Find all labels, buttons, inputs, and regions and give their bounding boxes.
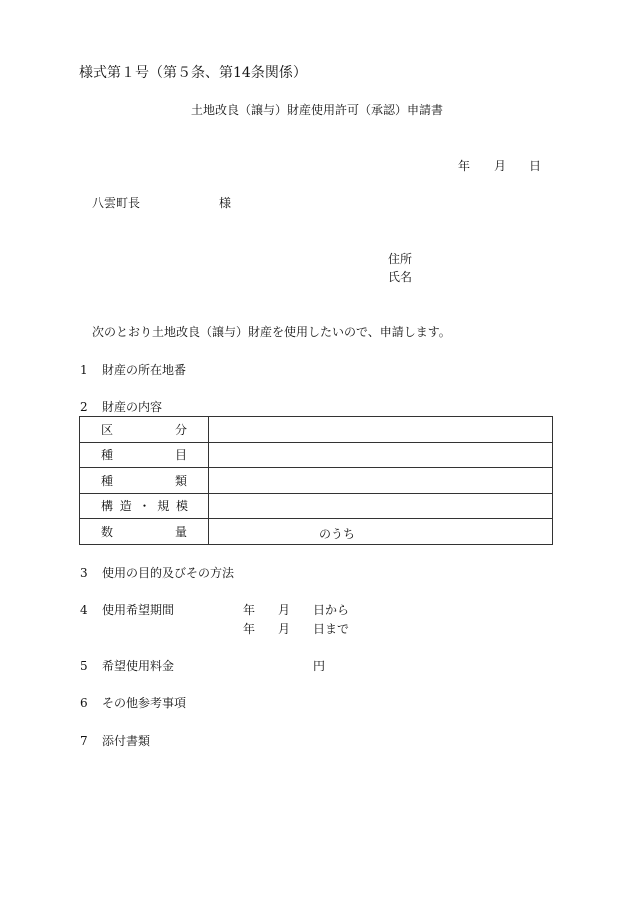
applicant-name-label: 氏名 xyxy=(388,270,413,284)
form-number: 様式第１号（第５条、第14条関係） xyxy=(79,65,307,81)
item-number: 5 xyxy=(80,659,88,673)
property-row-value[interactable] xyxy=(209,519,553,545)
property-table xyxy=(79,416,553,545)
item-number: 1 xyxy=(80,363,88,377)
item-label: その他参考事項 xyxy=(102,696,187,710)
item-label: 使用希望期間 xyxy=(102,603,175,617)
period-from-month: 月 xyxy=(278,603,291,617)
period-from-day: 日から xyxy=(313,603,350,617)
item-purpose xyxy=(80,567,234,579)
period-to-month: 月 xyxy=(278,622,291,636)
period-from-year: 年 xyxy=(243,603,256,617)
date-month-label: 月 xyxy=(494,159,507,173)
property-row-value[interactable] xyxy=(209,442,553,468)
item-number: 3 xyxy=(80,566,88,580)
item-label: 使用の目的及びその方法 xyxy=(102,566,235,580)
property-row-label-char: 規 xyxy=(157,499,170,514)
item-number: 7 xyxy=(80,734,88,748)
property-row-label-char: 種 xyxy=(101,448,114,463)
item-number: 6 xyxy=(80,696,88,710)
property-row-label-char: 分 xyxy=(174,422,187,437)
property-row-label-char: 目 xyxy=(174,448,187,463)
item-location xyxy=(80,364,186,376)
property-row-label xyxy=(80,519,209,545)
property-row-label xyxy=(80,442,209,468)
form-title: 土地改良（譲与）財産使用許可（承認）申請書 xyxy=(191,103,444,117)
property-row-label-char: 構 xyxy=(101,499,114,514)
item-label: 添付書類 xyxy=(102,734,151,748)
property-row-label-char: 造 xyxy=(119,499,132,514)
property-row-label-char: 類 xyxy=(174,473,187,488)
item-period xyxy=(80,604,174,616)
fee-unit: 円 xyxy=(313,659,326,673)
property-table-row xyxy=(80,417,553,443)
property-table-row xyxy=(80,468,553,494)
item-other xyxy=(80,697,186,709)
property-row-value[interactable] xyxy=(209,417,553,443)
addressee-honorific: 様 xyxy=(219,196,232,210)
applicant-address-label: 住所 xyxy=(388,252,413,266)
item-number: 2 xyxy=(80,400,88,414)
property-row-value[interactable] xyxy=(209,468,553,494)
item-content xyxy=(80,401,162,413)
property-row-label xyxy=(80,417,209,443)
property-table-row xyxy=(80,493,553,519)
property-row-label xyxy=(80,468,209,494)
property-row-value[interactable] xyxy=(209,493,553,519)
property-row-label-char: 区 xyxy=(101,422,114,437)
item-attachments xyxy=(80,735,150,747)
property-row-label-char: ・ xyxy=(138,499,151,514)
property-table-row xyxy=(80,442,553,468)
period-to-day: 日まで xyxy=(313,622,350,636)
date-year-label: 年 xyxy=(458,159,471,173)
item-label: 財産の内容 xyxy=(102,400,163,414)
property-table-row xyxy=(80,519,553,545)
addressee-name: 八雲町長 xyxy=(92,196,141,210)
property-row-label xyxy=(80,493,209,519)
property-row-label-char: 数 xyxy=(101,524,114,539)
item-label: 希望使用料金 xyxy=(102,659,175,673)
property-row-label-char: 種 xyxy=(101,473,114,488)
item-fee xyxy=(80,660,174,672)
property-row-label-char: 量 xyxy=(174,524,187,539)
intro-text: 次のとおり土地改良（譲与）財産を使用したいので、申請します。 xyxy=(92,325,451,339)
date-day-label: 日 xyxy=(529,159,542,173)
item-label: 財産の所在地番 xyxy=(102,363,187,377)
property-row-value-text: のうち xyxy=(319,527,356,541)
item-number: 4 xyxy=(80,603,88,617)
period-to-year: 年 xyxy=(243,622,256,636)
property-row-label-char: 模 xyxy=(175,499,188,514)
